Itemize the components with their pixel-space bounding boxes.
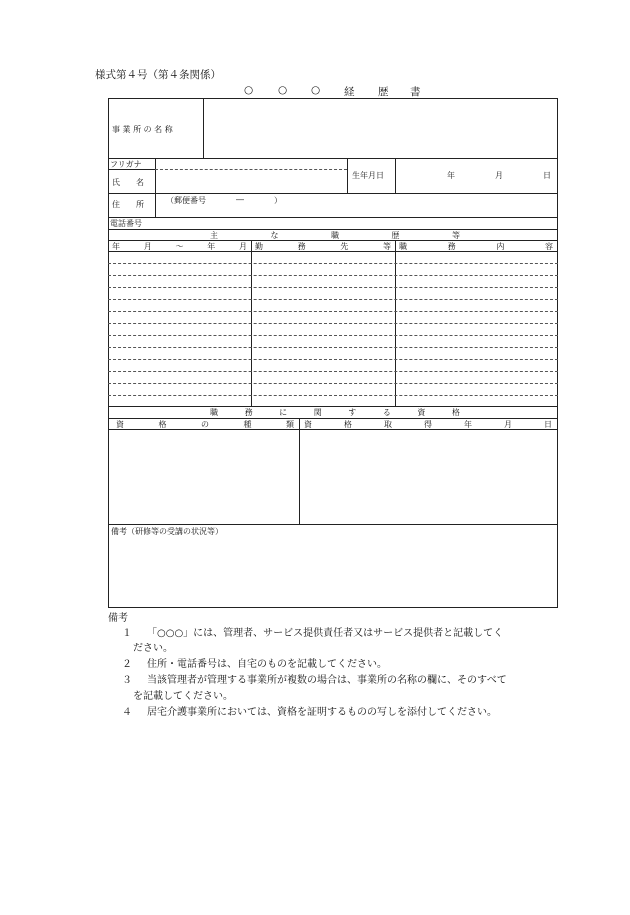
note-text: 当該管理者が管理する事業所が複数の場合は、事業所の名称の欄に、そのすべて (147, 675, 507, 686)
qual-type-field[interactable] (110, 431, 297, 523)
career-heading-char: 歴 (391, 231, 400, 240)
postal-prefix: （郵便番号 (166, 196, 206, 205)
col-char: 年 (112, 242, 120, 251)
col-char: 月 (143, 242, 152, 251)
col-char: 日 (544, 420, 552, 429)
qual-date-field[interactable] (301, 431, 555, 523)
note-number: ３ (122, 675, 132, 686)
career-heading-char: 職 (331, 231, 339, 240)
phone-label: 電話番号 (110, 219, 142, 228)
qual-heading-char: る (382, 408, 391, 417)
career-duties-entries[interactable] (397, 253, 555, 405)
col-char: 取 (384, 420, 392, 429)
furigana-label: フリガナ (110, 160, 142, 169)
note-text: 住所・電話番号は、自宅のものを記載してください。 (147, 659, 387, 670)
col-char: 格 (158, 420, 167, 429)
qualifications-heading (210, 407, 460, 418)
qual-heading-char: す (348, 408, 357, 417)
qual-heading-char: 務 (244, 408, 253, 417)
furigana-field[interactable] (157, 159, 345, 168)
birth-date-label: 生年月日 (352, 171, 384, 180)
col-char: ～ (175, 242, 184, 251)
note-number: ４ (122, 707, 132, 718)
address-label: 住 所 (112, 200, 144, 209)
career-heading-char: な (270, 231, 279, 240)
career-employer-entries[interactable] (253, 253, 394, 405)
name-label: 氏 名 (112, 178, 144, 187)
note-text: ださい。 (133, 643, 173, 654)
qual-heading-char: 格 (451, 408, 460, 417)
col-char: 格 (344, 420, 352, 429)
note-number: １ (122, 628, 132, 639)
birth-year-unit: 年 (447, 171, 455, 180)
notes-heading: 備考 (108, 613, 128, 624)
postal-dash: ― (236, 195, 244, 204)
col-char: 月 (239, 242, 247, 251)
col-char: 内 (496, 242, 505, 251)
postal-suffix: ） (274, 196, 282, 205)
title-circle: ○ (311, 84, 321, 96)
qual-heading-char: 職 (210, 408, 218, 417)
remarks-label: 備考（研修等の受講の状況等） (111, 527, 223, 536)
col-char: 得 (424, 420, 432, 429)
col-char: 容 (544, 242, 553, 251)
qual-heading-char: に (279, 408, 288, 417)
qual-heading-char: 資 (417, 408, 426, 417)
note-text: 「○○○」には、管理者、サービス提供責任者又はサービス提供者と記載してく (147, 628, 504, 639)
col-char: 類 (286, 420, 294, 429)
col-char: 先 (340, 242, 349, 251)
col-char: 務 (297, 242, 306, 251)
career-heading-char: 主 (210, 231, 218, 240)
note-text: を記載してください。 (133, 691, 233, 702)
note-text: 居宅介護事業所においては、資格を証明するものの写しを添付してください。 (147, 707, 497, 718)
remarks-field[interactable] (110, 538, 555, 606)
col-char: 務 (447, 242, 456, 251)
col-char: 月 (504, 420, 512, 429)
form-number: 様式第４号（第４条関係） (95, 69, 221, 81)
col-char: 勤 (255, 242, 263, 251)
col-char: 資 (304, 420, 312, 429)
title-circle: ○ (244, 84, 254, 96)
col-char: 年 (207, 242, 216, 251)
title-char: 歴 (378, 86, 389, 98)
birth-date-field[interactable] (397, 160, 555, 191)
col-char: 等 (382, 242, 391, 251)
career-heading-char: 等 (452, 231, 460, 240)
col-char: 職 (399, 242, 407, 251)
phone-field[interactable] (157, 218, 555, 228)
qual-heading-char: 関 (313, 408, 322, 417)
col-char: の (201, 420, 209, 429)
title-circle: ○ (278, 84, 288, 96)
birth-month-unit: 月 (495, 171, 503, 180)
col-char: 資 (116, 420, 124, 429)
title-char: 書 (410, 86, 421, 98)
title-char: 経 (344, 86, 355, 98)
col-char: 種 (243, 420, 252, 429)
note-number: ２ (122, 659, 132, 670)
office-name-label: 事 業 所 の 名 称 (112, 125, 173, 134)
col-char: 年 (464, 420, 472, 429)
birth-day-unit: 日 (543, 171, 551, 180)
address-field[interactable] (157, 195, 555, 215)
career-period-entries[interactable] (110, 253, 250, 405)
name-field[interactable] (157, 171, 345, 191)
office-name-field[interactable] (205, 100, 555, 156)
